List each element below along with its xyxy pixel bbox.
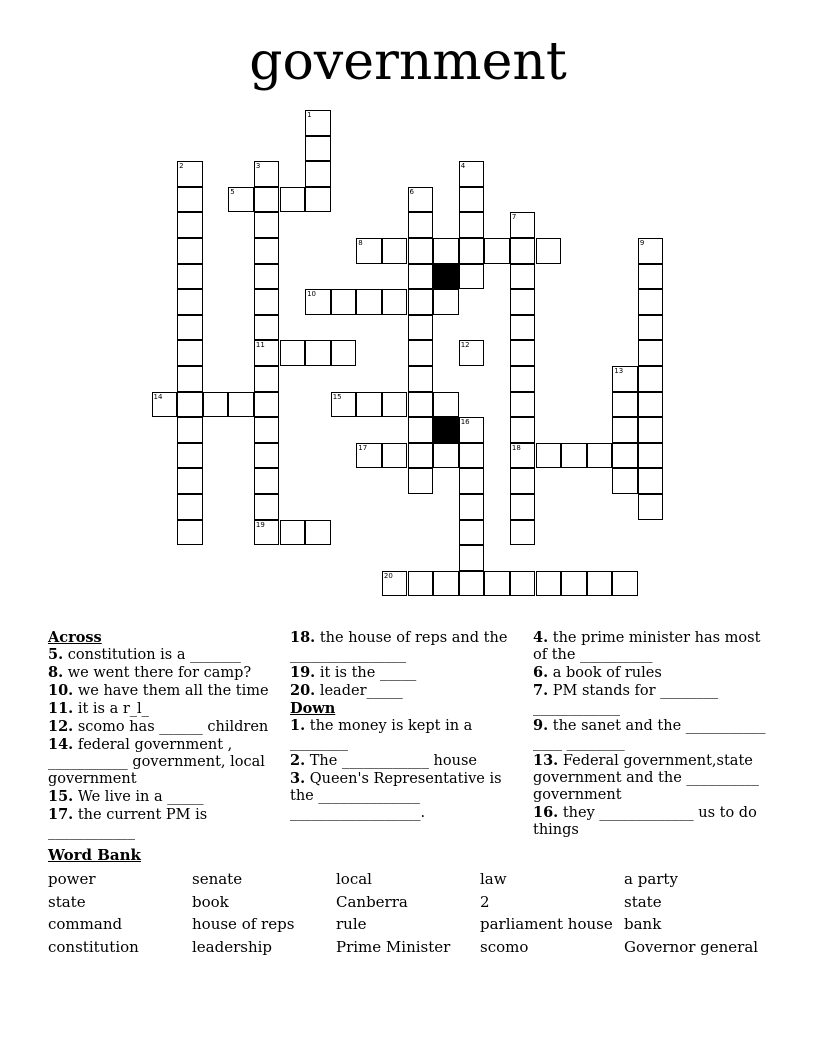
- grid-cell[interactable]: [510, 443, 536, 469]
- grid-cell[interactable]: [382, 392, 408, 418]
- grid-cell[interactable]: [280, 187, 306, 213]
- clue: [290, 717, 526, 752]
- grid-cell[interactable]: [433, 238, 459, 264]
- clue-number: 20.: [290, 682, 316, 699]
- grid-cell[interactable]: [510, 238, 536, 264]
- clue: [290, 664, 526, 682]
- grid-cell[interactable]: [612, 417, 638, 443]
- clue-number: 14.: [48, 736, 74, 753]
- word-bank-word: a party: [624, 870, 678, 888]
- grid-cell[interactable]: [254, 238, 280, 264]
- clue: [290, 682, 526, 700]
- grid-cell[interactable]: [356, 238, 382, 264]
- grid-cell[interactable]: [638, 315, 664, 341]
- grid-cell[interactable]: [305, 289, 331, 315]
- clue-text: constitution is a _______: [63, 647, 241, 663]
- clue-number: 8.: [48, 664, 64, 681]
- word-bank-word: command: [48, 915, 123, 934]
- grid-cell[interactable]: [510, 315, 536, 341]
- grid-cell[interactable]: [433, 392, 459, 418]
- clue: [48, 806, 284, 841]
- grid-cell[interactable]: [408, 212, 434, 238]
- grid-cell[interactable]: [510, 520, 536, 546]
- grid-cell[interactable]: [408, 392, 434, 418]
- word-bank-word: Canberra: [336, 892, 408, 911]
- grid-cell[interactable]: [459, 212, 485, 238]
- word-bank-word: constitution: [48, 937, 139, 956]
- clue: [48, 788, 284, 806]
- grid-cell[interactable]: [254, 315, 280, 341]
- clue-number: 15: [332, 392, 342, 401]
- clue-number: 3.: [290, 770, 306, 787]
- grid-cell[interactable]: [459, 443, 485, 469]
- word-bank-word: state: [624, 892, 662, 911]
- word-bank-word: leadership: [192, 937, 273, 956]
- grid-cell[interactable]: [459, 187, 485, 213]
- clues-column-2: [290, 629, 526, 822]
- grid-cell[interactable]: [612, 571, 638, 597]
- grid-cell[interactable]: [203, 392, 229, 418]
- grid-cell[interactable]: [305, 110, 331, 136]
- word-bank-word: Prime Minister: [336, 937, 451, 956]
- grid-cell[interactable]: [459, 264, 485, 290]
- grid-cell[interactable]: [459, 520, 485, 546]
- word-bank-row: [48, 913, 788, 936]
- clue-text: we have them all the time: [73, 683, 269, 699]
- grid-cell[interactable]: [408, 264, 434, 290]
- grid-cell[interactable]: [510, 212, 536, 238]
- clue-number: 13: [614, 367, 624, 375]
- word-bank-word: Governor general: [624, 937, 759, 956]
- clue-text: it is the _____: [315, 665, 417, 681]
- grid-cell[interactable]: [408, 340, 434, 366]
- word-bank-word: house of reps: [192, 915, 295, 934]
- clue-number: 5: [230, 187, 235, 196]
- grid-cell[interactable]: [638, 468, 664, 494]
- grid-cell[interactable]: [484, 571, 510, 597]
- clue: [48, 682, 284, 700]
- clue: [533, 717, 769, 752]
- word-bank-row: [48, 891, 788, 914]
- grid-cell[interactable]: [408, 571, 434, 597]
- grid-cell[interactable]: [177, 212, 203, 238]
- grid-cell[interactable]: [510, 494, 536, 520]
- clue-number: 13.: [533, 752, 559, 769]
- grid-cell[interactable]: [356, 443, 382, 469]
- black-square: [433, 417, 459, 443]
- clue-number: 1.: [290, 717, 306, 734]
- down-heading: Down: [290, 700, 336, 717]
- clue-number: 19: [255, 520, 265, 529]
- clue-number: 19.: [290, 664, 316, 681]
- clue-number: 10: [307, 290, 317, 299]
- grid-cell[interactable]: [433, 443, 459, 469]
- clue-text: the current PM is ____________: [48, 807, 208, 840]
- grid-cell[interactable]: [331, 289, 357, 315]
- grid-cell[interactable]: [459, 571, 485, 597]
- grid-cell[interactable]: [587, 571, 613, 597]
- clue-text: they _____________ us to do things: [533, 805, 757, 838]
- grid-cell[interactable]: [177, 520, 203, 546]
- grid-cell[interactable]: [510, 571, 536, 597]
- grid-cell[interactable]: [356, 289, 382, 315]
- clue-text: scomo has ______ children: [73, 719, 269, 735]
- word-bank-word: power: [48, 870, 96, 888]
- clue-text: leader_____: [315, 683, 403, 699]
- clue-number: 15.: [48, 788, 74, 805]
- word-bank-title: Word Bank: [48, 846, 141, 864]
- grid-cell[interactable]: [254, 366, 280, 392]
- grid-cell[interactable]: [612, 468, 638, 494]
- grid-cell[interactable]: [331, 392, 357, 418]
- clue: [48, 646, 284, 664]
- grid-cell[interactable]: [382, 238, 408, 264]
- grid-cell[interactable]: [587, 443, 613, 469]
- grid-cell[interactable]: [254, 468, 280, 494]
- grid-cell[interactable]: [177, 494, 203, 520]
- grid-cell[interactable]: [177, 417, 203, 443]
- word-bank-word: local: [336, 870, 372, 888]
- grid-cell[interactable]: [177, 392, 203, 418]
- clues-column-3: [533, 629, 769, 839]
- clue-number: 2: [179, 162, 184, 171]
- grid-cell[interactable]: [638, 340, 664, 366]
- clue: [48, 718, 284, 736]
- word-bank-word: parliament house: [480, 915, 613, 934]
- grid-cell[interactable]: [228, 392, 254, 418]
- word-bank-word: scomo: [480, 937, 529, 956]
- grid-cell[interactable]: [408, 468, 434, 494]
- clue-number: 9.: [533, 717, 549, 734]
- clues-column-1: [48, 629, 284, 841]
- clue-text: federal government , ___________ government, local government: [48, 737, 265, 787]
- grid-cell[interactable]: [536, 238, 562, 264]
- word-bank: [48, 868, 788, 958]
- clue-number: 12.: [48, 718, 74, 735]
- clue-text: a book of rules: [548, 665, 662, 681]
- grid-cell[interactable]: [254, 417, 280, 443]
- clue: [290, 752, 526, 770]
- grid-cell[interactable]: [382, 443, 408, 469]
- grid-cell[interactable]: [177, 340, 203, 366]
- across-heading: Across: [48, 629, 102, 646]
- clue: [48, 736, 284, 788]
- clue-number: 8: [358, 239, 363, 247]
- grid-cell[interactable]: [459, 238, 485, 264]
- clue-number: 12: [460, 341, 470, 350]
- word-bank-word: senate: [192, 870, 243, 888]
- clue-number: 1: [307, 111, 312, 119]
- grid-cell[interactable]: [510, 392, 536, 418]
- grid-cell[interactable]: [254, 340, 280, 366]
- clue: [533, 682, 769, 717]
- grid-cell[interactable]: [561, 571, 587, 597]
- grid-cell[interactable]: [228, 187, 254, 213]
- grid-cell[interactable]: [408, 289, 434, 315]
- clue: [290, 770, 526, 822]
- grid-cell[interactable]: [408, 187, 434, 213]
- grid-cell[interactable]: [305, 340, 331, 366]
- word-bank-word: law: [480, 870, 507, 888]
- grid-cell[interactable]: [177, 238, 203, 264]
- grid-cell[interactable]: [254, 187, 280, 213]
- grid-cell[interactable]: [638, 366, 664, 392]
- grid-cell[interactable]: [177, 264, 203, 290]
- grid-cell[interactable]: [536, 571, 562, 597]
- grid-cell[interactable]: [638, 238, 664, 264]
- grid-cell[interactable]: [510, 468, 536, 494]
- clue-number: 17.: [48, 806, 74, 823]
- word-bank-word: rule: [336, 915, 367, 934]
- clue-number: 3: [255, 162, 261, 171]
- clue-number: 11.: [48, 700, 74, 717]
- clue-number: 11: [255, 341, 265, 350]
- clue-number: 6.: [533, 664, 549, 681]
- grid-cell[interactable]: [254, 289, 280, 315]
- grid-cell[interactable]: [382, 289, 408, 315]
- grid-cell[interactable]: [638, 417, 664, 443]
- clue-number: 14: [153, 392, 163, 401]
- clue-text: PM stands for ________ ____________: [533, 683, 719, 716]
- clue-number: 16.: [533, 804, 559, 821]
- grid-cell[interactable]: [510, 264, 536, 290]
- grid-cell[interactable]: [510, 366, 536, 392]
- clue-number: 18: [511, 443, 521, 452]
- clue-text: we went there for camp?: [63, 665, 252, 681]
- grid-cell[interactable]: [177, 187, 203, 213]
- black-square: [433, 264, 459, 290]
- grid-cell[interactable]: [305, 161, 331, 187]
- grid-cell[interactable]: [459, 468, 485, 494]
- grid-cell[interactable]: [356, 392, 382, 418]
- clue-number: 18.: [290, 629, 316, 646]
- clue-number: 7: [511, 213, 517, 222]
- clue-number: 6: [409, 187, 414, 196]
- grid-cell[interactable]: [408, 315, 434, 341]
- grid-cell[interactable]: [177, 366, 203, 392]
- clue-text: it is a r_l_: [73, 701, 149, 717]
- grid-cell[interactable]: [305, 520, 331, 546]
- grid-cell[interactable]: [484, 238, 510, 264]
- clue-text: the sanet and the ___________ ____ ________: [533, 718, 766, 751]
- grid-cell[interactable]: [459, 494, 485, 520]
- word-bank-word: state: [48, 892, 86, 911]
- page-title: government: [249, 32, 567, 92]
- grid-cell[interactable]: [177, 443, 203, 469]
- grid-cell[interactable]: [254, 520, 280, 546]
- clue-number: 5.: [48, 646, 64, 663]
- clue: [48, 700, 284, 718]
- word-bank-word: 2: [480, 892, 490, 911]
- grid-cell[interactable]: [254, 443, 280, 469]
- clue-number: 4.: [533, 629, 549, 646]
- grid-cell[interactable]: [408, 238, 434, 264]
- grid-cell[interactable]: [561, 443, 587, 469]
- grid-cell[interactable]: [536, 443, 562, 469]
- grid-cell[interactable]: [152, 392, 178, 418]
- clue-text: Queen's Representative is the ______________ __________________.: [290, 771, 502, 821]
- grid-cell[interactable]: [510, 340, 536, 366]
- grid-cell[interactable]: [459, 161, 485, 187]
- grid-cell[interactable]: [638, 289, 664, 315]
- grid-cell[interactable]: [254, 212, 280, 238]
- grid-cell[interactable]: [331, 340, 357, 366]
- grid-cell[interactable]: [510, 289, 536, 315]
- word-bank-row: [48, 868, 788, 891]
- grid-cell[interactable]: [254, 494, 280, 520]
- word-bank-word: book: [192, 892, 229, 911]
- grid-cell[interactable]: [510, 417, 536, 443]
- clue-number: 16: [460, 418, 470, 427]
- grid-cell[interactable]: [280, 340, 306, 366]
- grid-cell[interactable]: [433, 571, 459, 597]
- grid-cell[interactable]: [612, 443, 638, 469]
- grid-cell[interactable]: [177, 468, 203, 494]
- grid-cell[interactable]: [638, 264, 664, 290]
- clue-number: 2.: [290, 752, 306, 769]
- clue-text: We live in a _____: [73, 789, 204, 805]
- clue: [533, 664, 769, 682]
- grid-cell[interactable]: [280, 520, 306, 546]
- clue: [533, 752, 769, 804]
- grid-cell[interactable]: [254, 161, 280, 187]
- grid-cell[interactable]: [638, 443, 664, 469]
- clue-number: 7.: [533, 682, 549, 699]
- clue-number: 4: [460, 162, 466, 171]
- clue-number: 10.: [48, 682, 74, 699]
- grid-cell[interactable]: [459, 545, 485, 571]
- grid-cell[interactable]: [612, 392, 638, 418]
- grid-cell[interactable]: [177, 315, 203, 341]
- clue-text: Federal government,state government and the __________ government: [533, 753, 759, 803]
- clue-number: 17: [358, 443, 368, 452]
- clue-number: 20: [383, 571, 393, 580]
- grid-cell[interactable]: [254, 264, 280, 290]
- clue-text: the house of reps and the ________________: [290, 630, 508, 663]
- grid-cell[interactable]: [254, 392, 280, 418]
- grid-cell[interactable]: [408, 366, 434, 392]
- word-bank-row: [48, 936, 788, 959]
- clue: [290, 629, 526, 664]
- grid-cell[interactable]: [408, 417, 434, 443]
- clue-text: the money is kept in a ________: [290, 718, 473, 751]
- clue: [533, 629, 769, 664]
- grid-cell[interactable]: [305, 187, 331, 213]
- clue: [533, 804, 769, 839]
- grid-cell[interactable]: [177, 289, 203, 315]
- grid-cell[interactable]: [433, 289, 459, 315]
- grid-cell[interactable]: [177, 161, 203, 187]
- clue: [48, 664, 284, 682]
- clue-number: 9: [639, 239, 645, 247]
- grid-cell[interactable]: [638, 392, 664, 418]
- grid-cell[interactable]: [382, 571, 408, 597]
- grid-cell[interactable]: [408, 443, 434, 469]
- clue-text: the prime minister has most of the __________: [533, 630, 761, 663]
- grid-cell[interactable]: [638, 494, 664, 520]
- grid-cell[interactable]: [459, 417, 485, 443]
- grid-cell[interactable]: [459, 340, 485, 366]
- grid-cell[interactable]: [305, 136, 331, 162]
- word-bank-word: bank: [624, 915, 662, 934]
- clue-text: The ____________ house: [305, 753, 477, 769]
- grid-cell[interactable]: [612, 366, 638, 392]
